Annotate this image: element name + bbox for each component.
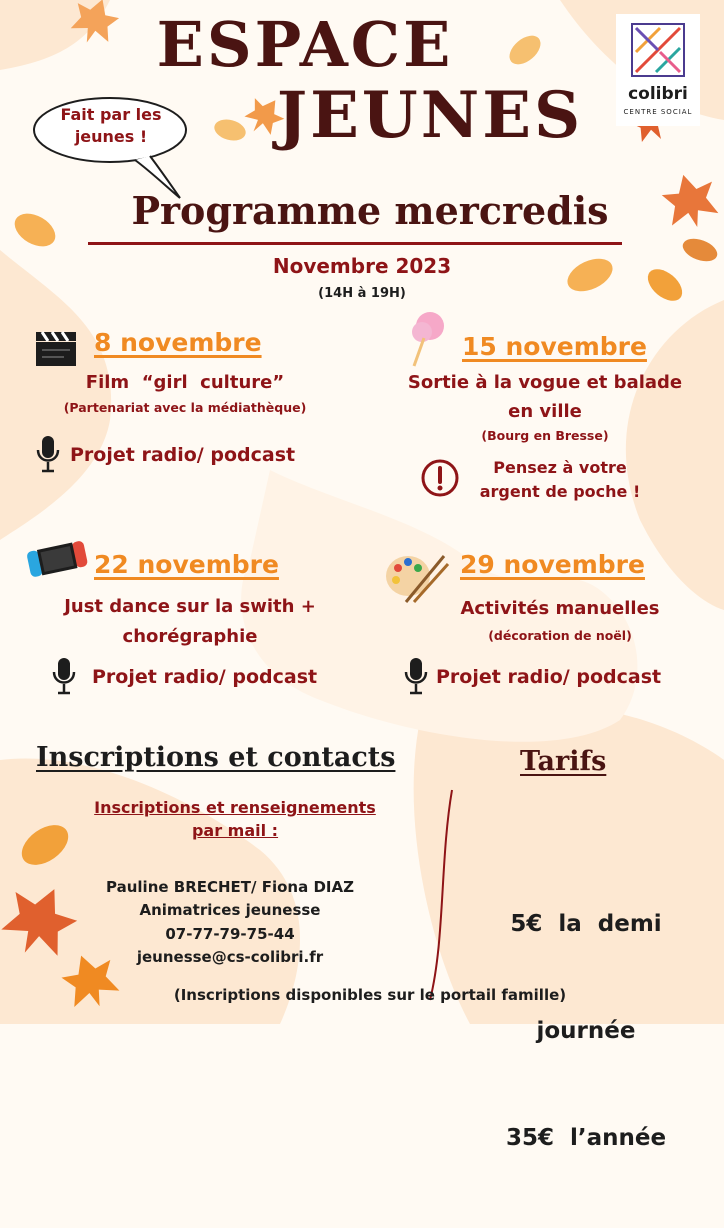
warning-text bbox=[460, 456, 660, 504]
exclamation-icon bbox=[420, 458, 460, 498]
event-title-line-1: Just dance sur la swith + bbox=[64, 596, 316, 617]
event-8-novembre bbox=[20, 320, 350, 490]
contact-names: Pauline BRECHET/ Fiona DIAZ bbox=[106, 878, 354, 896]
program-month: Novembre 2023 bbox=[272, 254, 452, 278]
contacts-details bbox=[60, 876, 400, 969]
cotton-candy-icon bbox=[404, 310, 448, 370]
event-title-line-1: Sortie à la vogue et balade bbox=[407, 372, 683, 393]
colibri-logo-mark-icon bbox=[630, 22, 686, 78]
contacts-subheading-line-2: par mail : bbox=[191, 821, 279, 841]
event-note: (Bourg en Bresse) bbox=[481, 428, 609, 443]
event-note: (Partenariat avec la médiathèque) bbox=[63, 400, 307, 415]
tarif-line-3: 35€ l’année bbox=[505, 1125, 667, 1152]
footer-note: (Inscriptions disponibles sur le portail famille) bbox=[173, 986, 567, 1004]
microphone-icon bbox=[404, 656, 428, 696]
title-line-1: ESPACE bbox=[156, 8, 454, 81]
event-extra: Projet radio/ podcast bbox=[436, 666, 662, 688]
event-29-novembre bbox=[380, 540, 700, 710]
microphone-icon bbox=[36, 434, 60, 474]
event-title-line-2: en ville bbox=[508, 401, 582, 422]
program-hours: (14H à 19H) bbox=[318, 286, 406, 301]
game-console-icon bbox=[24, 536, 90, 580]
colibri-logo bbox=[616, 14, 700, 126]
tarif-line-2: journée bbox=[536, 1018, 636, 1045]
event-22-novembre bbox=[20, 530, 360, 700]
contacts-heading: Inscriptions et contacts bbox=[36, 742, 396, 773]
event-extra: Projet radio/ podcast bbox=[92, 666, 318, 688]
event-extra: Projet radio/ podcast bbox=[70, 444, 296, 466]
contact-email[interactable]: jeunesse@cs-colibri.fr bbox=[136, 947, 324, 966]
contact-role: Animatrices jeunesse bbox=[139, 901, 321, 920]
event-title: Film “girl culture” bbox=[85, 372, 285, 393]
event-date: 8 novembre bbox=[94, 328, 262, 357]
warning-line-2: argent de poche ! bbox=[479, 482, 641, 501]
tarifs-heading: Tarifs bbox=[520, 746, 607, 777]
program-title-underline bbox=[88, 242, 622, 245]
contact-phone: 07-77-79-75-44 bbox=[165, 924, 295, 943]
event-title-line-2: chorégraphie bbox=[122, 626, 258, 647]
bubble-line-2: jeunes ! bbox=[74, 126, 148, 146]
event-note: (décoration de noël) bbox=[488, 628, 632, 643]
warning-line-1: Pensez à votre bbox=[493, 458, 627, 477]
contacts-subheading-line-1: Inscriptions et renseignements bbox=[94, 798, 376, 817]
event-date: 15 novembre bbox=[462, 332, 647, 361]
title-line-2: JEUNES bbox=[276, 78, 584, 153]
contacts-subheading bbox=[30, 796, 440, 842]
event-date: 22 novembre bbox=[94, 550, 279, 579]
microphone-icon bbox=[52, 656, 76, 696]
event-15-novembre bbox=[380, 310, 710, 510]
clapperboard-icon bbox=[34, 328, 78, 368]
program-title: Programme mercredis bbox=[131, 188, 609, 233]
speech-bubble bbox=[30, 96, 188, 166]
colibri-logo-subtitle: CENTRE SOCIAL bbox=[623, 108, 693, 116]
colibri-logo-name: colibri bbox=[628, 84, 688, 104]
event-date: 29 novembre bbox=[460, 550, 645, 579]
tarifs-details bbox=[466, 836, 706, 1228]
event-title: Activités manuelles bbox=[460, 598, 660, 619]
bubble-line-1: Fait par les bbox=[60, 105, 162, 124]
tarif-line-1: 5€ la demi bbox=[510, 911, 662, 938]
